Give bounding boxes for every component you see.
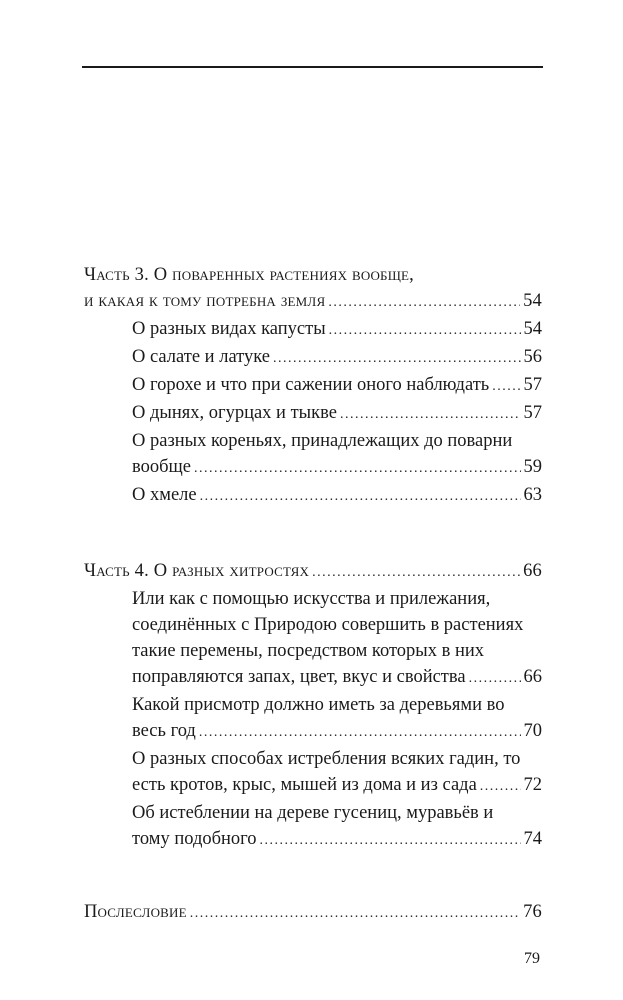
dot-leader <box>194 456 521 482</box>
toc-item <box>132 586 542 692</box>
dot-leader <box>199 720 521 746</box>
toc-item-title-line: соединённых с Природою совершить в растениях <box>132 615 524 635</box>
page-number: 56 <box>523 347 542 367</box>
page-number: 66 <box>523 667 542 687</box>
toc-item <box>132 344 542 372</box>
page-number: 63 <box>523 485 542 505</box>
toc-item-title: О салате и латуке <box>132 347 271 367</box>
page-number: 54 <box>523 291 542 311</box>
page-number: 57 <box>523 403 542 423</box>
dot-leader <box>328 290 520 316</box>
toc-item-title: О хмеле <box>132 485 197 505</box>
toc-item-title-line: Какой присмотр должно иметь за деревьями во <box>132 695 505 715</box>
toc-item-title-line: тому подобного <box>132 829 257 849</box>
page-number: 54 <box>523 319 542 339</box>
dot-leader <box>260 828 521 854</box>
dot-leader <box>200 484 521 510</box>
toc-item-title: О дынях, огурцах и тыкве <box>132 403 337 423</box>
toc-item-title-line: Или как с помощью искусства и прилежания, <box>132 589 491 609</box>
toc-part-3 <box>84 262 542 316</box>
dot-leader <box>273 346 520 372</box>
toc-item-title-line: поправляются запах, цвет, вкус и свойства <box>132 667 466 687</box>
toc-part-4-title: Часть 4. О разных хитростях <box>84 561 310 581</box>
toc-item-title: О разных видах капусты <box>132 319 326 339</box>
toc-item-title-line: вообще <box>132 457 191 477</box>
page-number: 70 <box>523 721 542 741</box>
toc-item <box>132 428 542 482</box>
toc-item <box>132 482 542 510</box>
toc-item-title-line: Об истеблении на дереве гусениц, муравьёв и <box>132 803 494 823</box>
page-number: 57 <box>523 375 542 395</box>
toc-item-title-line: такие перемены, посредством которых в них <box>132 641 485 661</box>
toc-item <box>132 800 542 854</box>
table-of-contents <box>84 262 542 927</box>
toc-item <box>132 400 542 428</box>
toc-part-3-title-line-2: и какая к тому потребна земля <box>84 291 326 311</box>
toc-item <box>132 372 542 400</box>
toc-item-title-line: О разных кореньях, принадлежащих до поварни <box>132 431 513 451</box>
toc-item <box>132 316 542 344</box>
toc-part-4 <box>84 558 542 586</box>
page-number: 76 <box>523 902 542 922</box>
dot-leader <box>480 774 521 800</box>
dot-leader <box>492 374 520 400</box>
toc-item <box>132 692 542 746</box>
dot-leader <box>329 318 521 344</box>
toc-afterword-title: Послесловие <box>84 902 187 922</box>
top-rule <box>82 66 543 68</box>
dot-leader <box>312 560 520 586</box>
toc-item-title-line: есть кротов, крыс, мышей из дома и из сада <box>132 775 477 795</box>
page-number: 59 <box>523 457 542 477</box>
page-number: 72 <box>523 775 542 795</box>
toc-item <box>132 746 542 800</box>
dot-leader <box>340 402 521 428</box>
dot-leader <box>469 666 521 692</box>
dot-leader <box>190 901 520 927</box>
page-folio: 79 <box>524 950 540 967</box>
toc-item-title-line: весь год <box>132 721 196 741</box>
toc-item-title-line: О разных способах истребления всяких гадин, то <box>132 749 521 769</box>
page-number: 66 <box>523 561 542 581</box>
toc-afterword <box>84 899 542 927</box>
page-number: 74 <box>523 829 542 849</box>
toc-item-title: О горохе и что при сажении оного наблюдать <box>132 375 490 395</box>
toc-part-3-title-line-1: Часть 3. О поваренных растениях вообще, <box>84 265 414 285</box>
